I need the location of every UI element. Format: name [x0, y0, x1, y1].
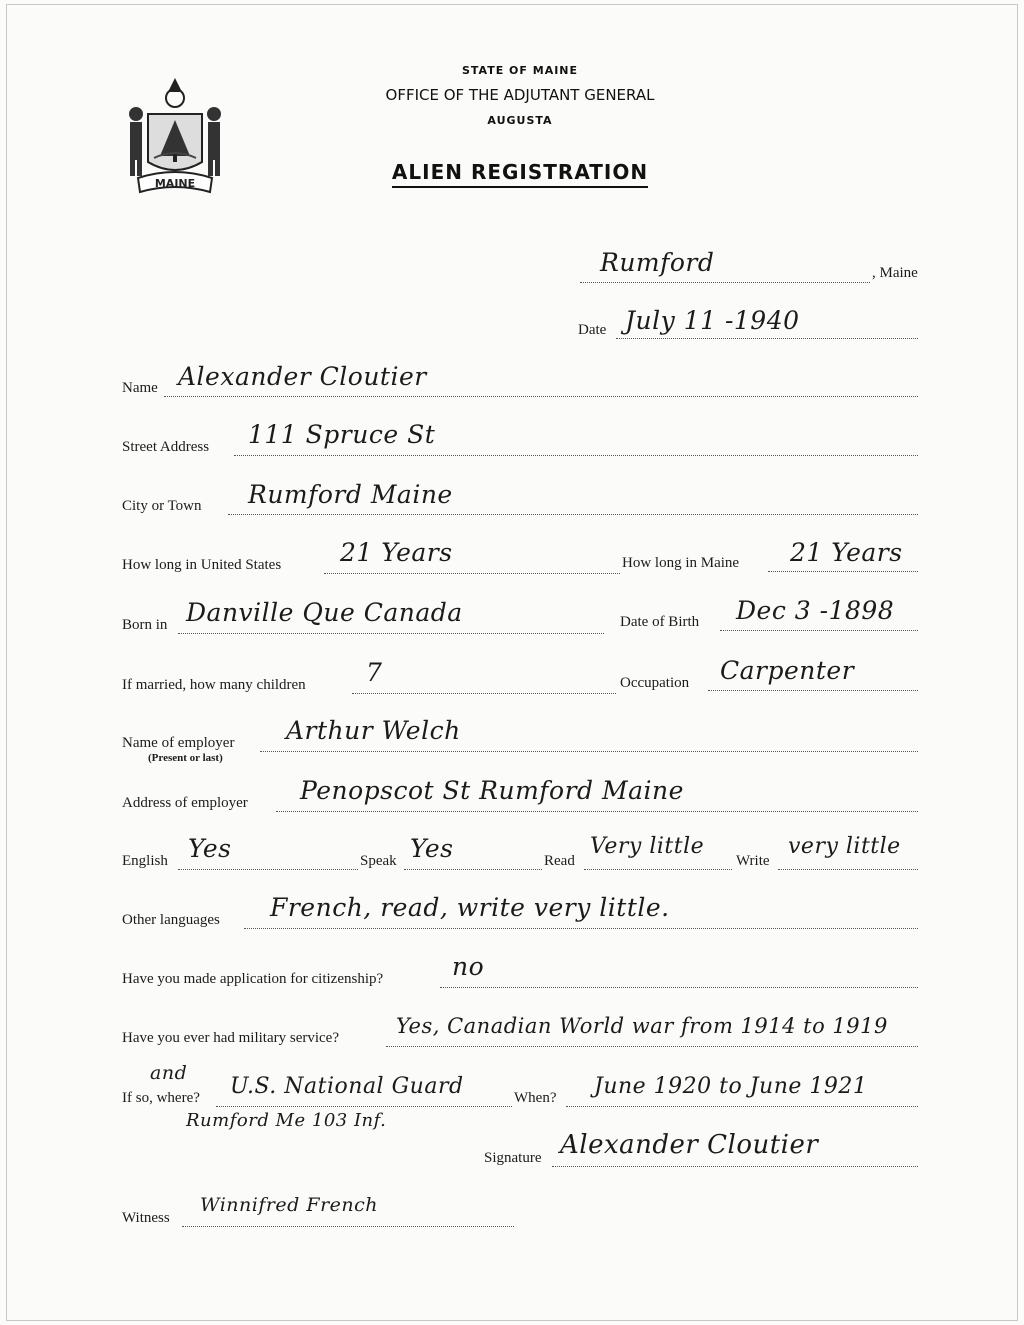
military-label: Have you ever had military service? — [122, 1030, 339, 1046]
employer-address-label: Address of employer — [122, 795, 248, 811]
maine-state-seal-icon — [120, 74, 230, 198]
english-value: Yes — [188, 834, 232, 863]
header-state: STATE OF MAINE — [461, 64, 579, 77]
document-frame — [6, 4, 1018, 1321]
maine-label: , Maine — [872, 265, 918, 281]
signature-value: Alexander Cloutier — [560, 1130, 819, 1160]
where-line2-value: Rumford Me 103 Inf. — [186, 1110, 387, 1131]
when-value: June 1920 to June 1921 — [594, 1074, 868, 1099]
how-long-maine-value: 21 Years — [790, 538, 903, 567]
read-value: Very little — [590, 834, 705, 859]
read-label: Read — [544, 853, 575, 869]
employer-address-value: Penopscot St Rumford Maine — [300, 776, 684, 805]
employer-value: Arthur Welch — [286, 716, 461, 745]
witness-label: Witness — [122, 1210, 170, 1226]
when-label: When? — [514, 1090, 557, 1106]
header-office: OFFICE OF THE ADJUTANT GENERAL — [385, 86, 655, 104]
speak-value: Yes — [410, 834, 454, 863]
date-value: July 11 -1940 — [625, 306, 800, 335]
other-languages-value: French, read, write very little. — [270, 893, 670, 922]
name-label: Name — [122, 380, 158, 396]
born-in-value: Danville Que Canada — [186, 598, 463, 627]
write-label: Write — [736, 853, 770, 869]
english-label: English — [122, 853, 168, 869]
children-label: If married, how many children — [122, 677, 306, 693]
write-value: very little — [788, 834, 901, 859]
employer-label: Name of employer — [122, 735, 235, 751]
citizenship-value: no — [452, 952, 485, 981]
witness-value: Winnifred French — [200, 1194, 379, 1216]
signature-label: Signature — [484, 1150, 542, 1166]
occupation-value: Carpenter — [720, 656, 855, 685]
street-value: 111 Spruce St — [248, 420, 436, 449]
how-long-maine-label: How long in Maine — [622, 555, 740, 571]
city-label: City or Town — [122, 498, 202, 514]
header-city: AUGUSTA — [487, 114, 553, 127]
city-value: Rumford Maine — [248, 480, 453, 509]
where-value: U.S. National Guard — [230, 1074, 464, 1099]
seal-banner-text: MAINE — [154, 177, 196, 190]
date-of-birth-label: Date of Birth — [620, 614, 700, 630]
where-label: If so, where? — [122, 1090, 200, 1106]
where-and-value: and — [150, 1062, 188, 1084]
date-label: Date — [578, 322, 607, 338]
children-value: 7 — [366, 658, 383, 687]
speak-label: Speak — [360, 853, 397, 869]
how-long-us-value: 21 Years — [340, 538, 453, 567]
street-label: Street Address — [122, 439, 210, 455]
employer-note: (Present or last) — [148, 752, 223, 764]
name-value: Alexander Cloutier — [178, 362, 427, 391]
other-languages-label: Other languages — [122, 912, 220, 928]
how-long-us-label: How long in United States — [122, 557, 282, 573]
town-value: Rumford — [600, 248, 715, 277]
born-in-label: Born in — [122, 617, 168, 633]
date-of-birth-value: Dec 3 -1898 — [736, 596, 895, 625]
occupation-label: Occupation — [620, 675, 690, 691]
citizenship-label: Have you made application for citizenship? — [122, 971, 384, 987]
military-value: Yes, Canadian World war from 1914 to 1919 — [396, 1014, 888, 1038]
page-title: ALIEN REGISTRATION — [340, 160, 700, 184]
